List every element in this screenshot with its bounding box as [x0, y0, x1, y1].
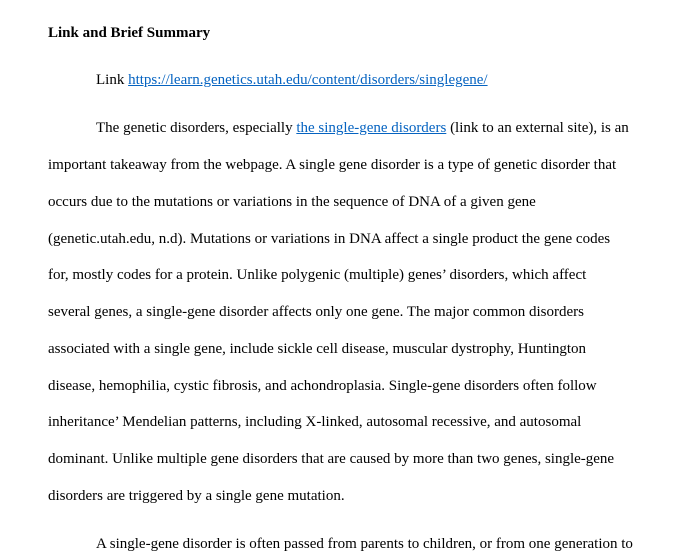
- paragraph1-line1-before: The genetic disorders, especially: [96, 120, 297, 136]
- paragraph1-line11: disorders are triggered by a single gene mutation.: [48, 488, 345, 504]
- paragraph1-line9: inheritance’ Mendelian patterns, including X-linked, autosomal recessive, and autosomal: [48, 414, 582, 430]
- link-label: Link: [96, 72, 129, 88]
- paragraph1-line2: important takeaway from the webpage. A single gene disorder is a type of genetic disorder that: [48, 157, 617, 173]
- paragraph1-line6: several genes, a single-gene disorder affects only one gene. The major common disorders: [48, 304, 584, 320]
- source-url-link[interactable]: https://learn.genetics.utah.edu/content/disorders/singlegene/: [128, 72, 488, 88]
- paragraph2-line1: A single-gene disorder is often passed from parents to children, or from one generation to: [96, 536, 633, 552]
- paragraph1-line1: [96, 118, 629, 138]
- paragraph1-line7: associated with a single gene, include sickle cell disease, muscular dystrophy, Huntington: [48, 341, 587, 357]
- paragraph1-line5: for, mostly codes for a protein. Unlike polygenic (multiple) genes’ disorders, which affect: [48, 267, 587, 283]
- link-line: [96, 70, 488, 90]
- paragraph1-line3: occurs due to the mutations or variations in the sequence of DNA of a given gene: [48, 194, 536, 210]
- paragraph1-line1-after: (link to an external site), is an: [446, 120, 629, 136]
- paragraph1-line8: disease, hemophilia, cystic fibrosis, and achondroplasia. Single-gene disorders often follow: [48, 378, 597, 394]
- single-gene-disorders-link[interactable]: the single-gene disorders: [296, 120, 447, 136]
- paragraph1-line4: (genetic.utah.edu, n.d). Mutations or variations in DNA affect a single product the gene codes: [48, 231, 611, 247]
- section-heading: Link and Brief Summary: [48, 25, 211, 41]
- paragraph1-line10: dominant. Unlike multiple gene disorders that are caused by more than two genes, single-gene: [48, 451, 615, 467]
